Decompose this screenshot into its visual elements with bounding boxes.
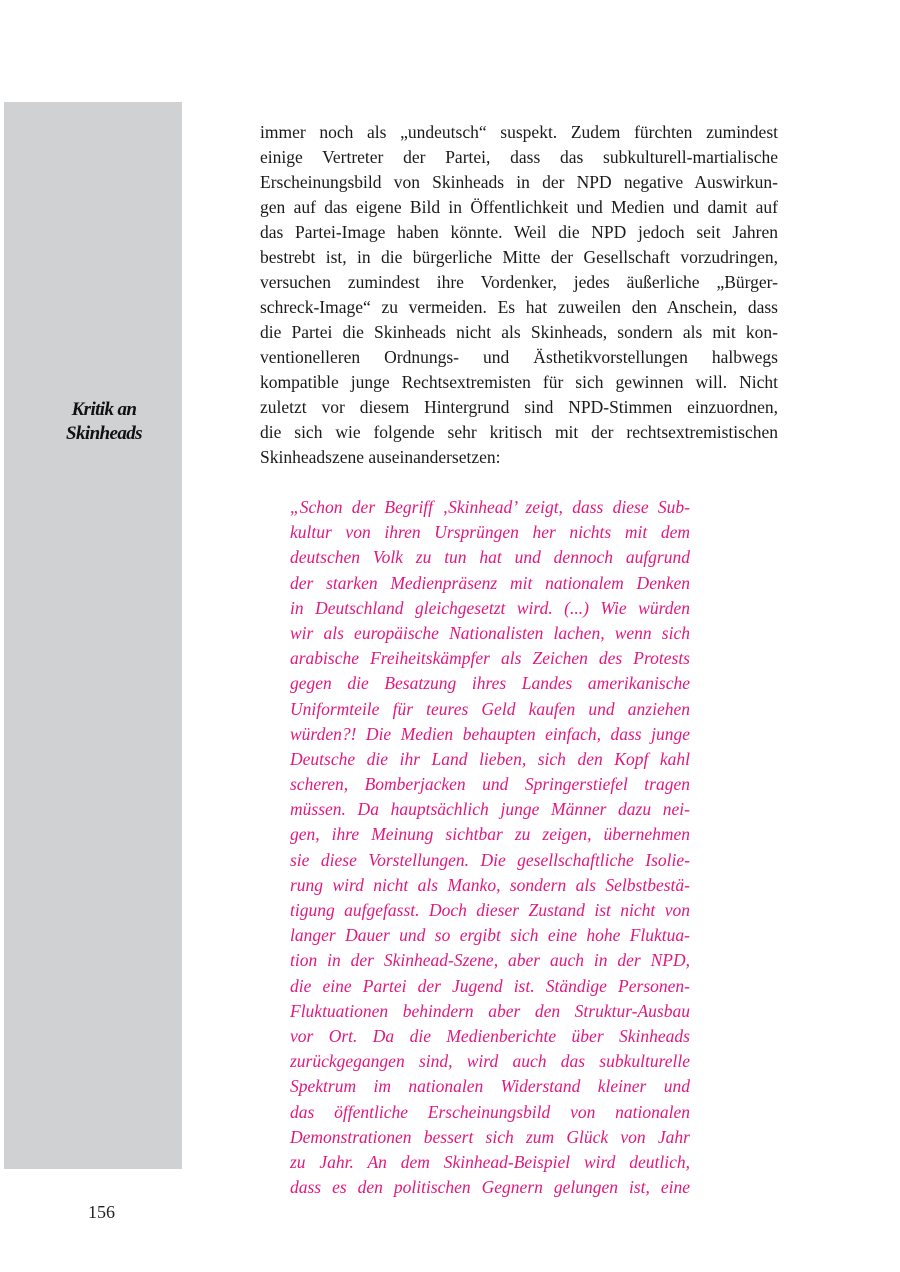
body-line: das Partei-Image haben könnte. Weil die NPD jedoch seit Jahren	[260, 222, 778, 242]
body-paragraph	[260, 120, 778, 470]
body-line: ventionelleren Ordnungs- und Ästhetikvorstellungen halbwegs	[260, 347, 778, 367]
body-line: gen auf das eigene Bild in Öffentlichkeit und Medien und damit auf	[260, 197, 778, 217]
quote-line: wir als europäische Nationalisten lachen, wenn sich	[290, 622, 690, 643]
quote-line: Demonstrationen bessert sich zum Glück von Jahr	[290, 1126, 690, 1147]
quote-line: langer Dauer und so ergibt sich eine hohe Fluktua-	[290, 925, 690, 946]
quote-line: vor Ort. Da die Medienberichte über Skinheads	[290, 1025, 690, 1046]
quote-line: die eine Partei der Jugend ist. Ständige Personen-	[290, 975, 690, 996]
margin-note-line: Skinheads	[66, 423, 142, 444]
body-line: die sich wie folgende sehr kritisch mit der rechtsextremistischen	[260, 422, 778, 442]
body-line: Erscheinungsbild von Skinheads in der NPD negative Auswirkun-	[260, 172, 778, 192]
quote-line: scheren, Bomberjacken und Springerstiefel tragen	[290, 774, 690, 795]
quote-line: der starken Medienpräsenz mit nationalem Denken	[290, 572, 690, 593]
quote-line: tion in der Skinhead-Szene, aber auch in der NPD,	[290, 950, 690, 971]
quote-line: Deutsche die ihr Land lieben, sich den Kopf kahl	[290, 748, 690, 769]
quote-line: Spektrum im nationalen Widerstand kleiner und	[290, 1076, 690, 1097]
quote-line: das öffentliche Erscheinungsbild von nationalen	[290, 1101, 690, 1122]
margin-note-line: Kritik an	[71, 399, 137, 420]
quote-line: zu Jahr. An dem Skinhead-Beispiel wird deutlich,	[290, 1151, 690, 1172]
quote-line: rung wird nicht als Manko, sondern als Selbstbestä-	[290, 874, 690, 895]
quote-line: Uniformteile für teures Geld kaufen und anziehen	[290, 698, 690, 719]
margin-sidebar	[4, 102, 182, 1169]
body-line: kompatible junge Rechtsextremisten für sich gewinnen will. Nicht	[260, 372, 778, 392]
body-line: zuletzt vor diesem Hintergrund sind NPD-Stimmen einzuordnen,	[260, 397, 778, 417]
body-line: schreck-Image“ zu vermeiden. Es hat zuweilen den Anschein, dass	[260, 297, 778, 317]
quote-line: deutschen Volk zu tun hat und dennoch aufgrund	[290, 547, 690, 568]
margin-note	[4, 398, 204, 446]
body-line: Skinheadszene auseinandersetzen:	[260, 447, 501, 467]
quote-line: in Deutschland gleichgesetzt wird. (...) Wie würden	[290, 597, 690, 618]
quote-line: tigung aufgefasst. Doch dieser Zustand ist nicht von	[290, 900, 690, 920]
quote-line: kultur von ihren Ursprüngen her nichts mit dem	[290, 522, 690, 543]
page-number: 156	[88, 1202, 115, 1222]
body-line: einige Vertreter der Partei, dass das subkulturell-martialische	[260, 147, 778, 167]
quote-line: müssen. Da hauptsächlich junge Männer dazu nei-	[290, 799, 690, 820]
body-line: immer noch als „undeutsch“ suspekt. Zudem fürchten zumindest	[260, 122, 778, 142]
body-line: bestrebt ist, in die bürgerliche Mitte der Gesellschaft vorzudringen,	[260, 247, 778, 267]
body-line: versuchen zumindest ihre Vordenker, jedes äußerliche „Bürger-	[260, 272, 778, 292]
quote-line: Fluktuationen behindern aber den Struktur-Ausbau	[290, 1000, 690, 1021]
body-line: die Partei die Skinheads nicht als Skinheads, sondern als mit kon-	[260, 322, 778, 342]
quote-line: würden?! Die Medien behaupten einfach, dass junge	[290, 723, 690, 744]
block-quote	[290, 495, 690, 1200]
quote-line: dass es den politischen Gegnern gelungen ist, eine	[290, 1177, 690, 1198]
quote-line: zurückgegangen sind, wird auch das subkulturelle	[290, 1051, 690, 1072]
quote-line: gen, ihre Meinung sichtbar zu zeigen, übernehmen	[290, 824, 690, 845]
quote-line: sie diese Vorstellungen. Die gesellschaftliche Isolie-	[290, 849, 690, 870]
quote-line: arabische Freiheitskämpfer als Zeichen des Protests	[290, 648, 690, 669]
quote-line: „Schon der Begriff ‚Skinhead’ zeigt, dass diese Sub-	[290, 497, 690, 517]
quote-line: gegen die Besatzung ihres Landes amerikanische	[290, 673, 690, 694]
